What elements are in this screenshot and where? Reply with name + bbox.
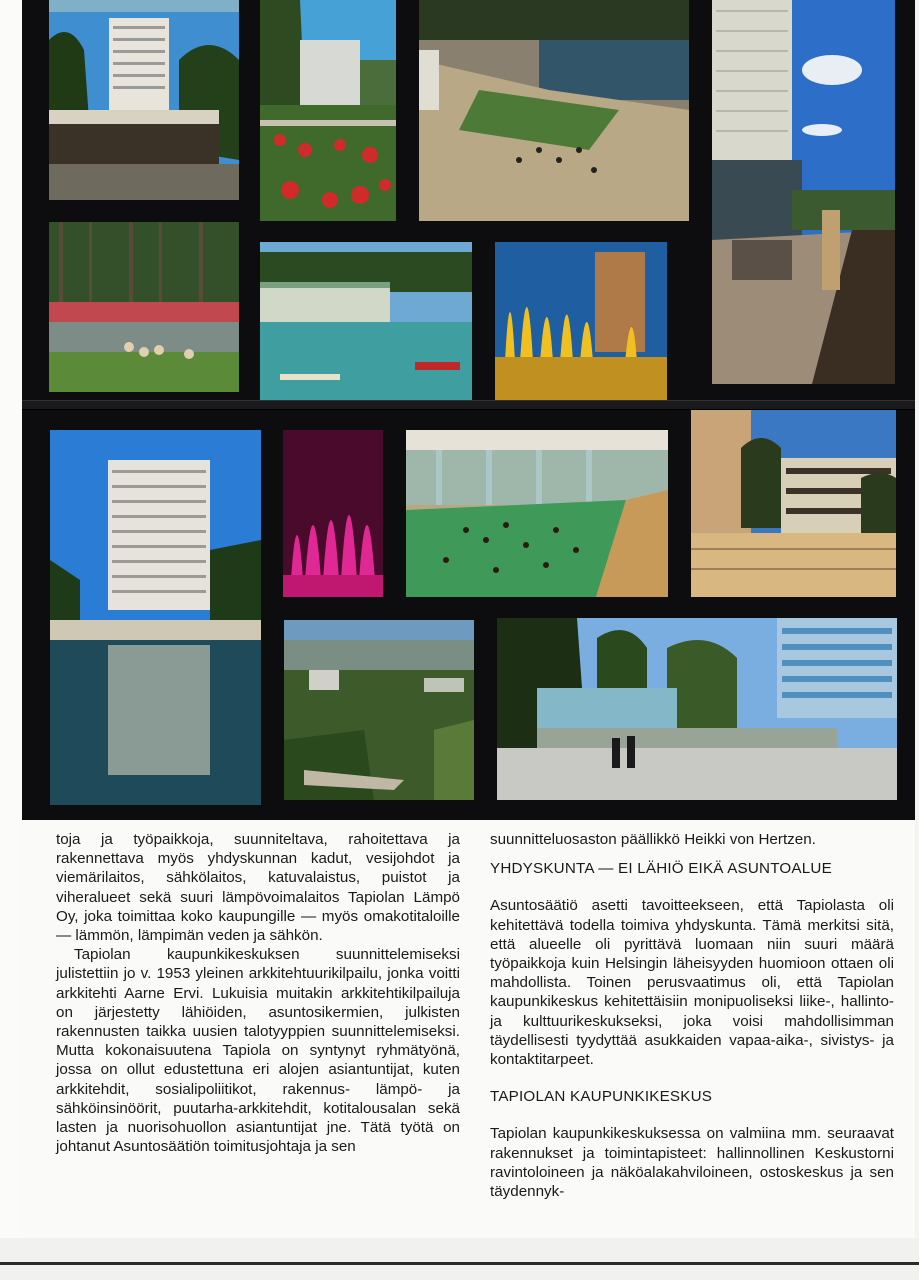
photo-icon	[712, 0, 895, 384]
photo-rose-garden	[260, 0, 396, 221]
paragraph: Tapiolan kaupunkikeskuksessa on valmiina mm. seuraavat rakennukset ja toimintapisteet: hallinnollinen Keskustorni ravintoloineen ja näköalakahviloineen, ostoskeskus ja sen täydennyk-	[490, 1125, 894, 1201]
section-heading: TAPIOLAN KAUPUNKIKESKUS	[490, 1088, 713, 1106]
photo-shopping-center	[691, 408, 896, 597]
photo-collage-panel	[22, 0, 915, 820]
scan-bottom-margin	[0, 1238, 919, 1280]
photo-indoor-pool	[406, 430, 668, 597]
photo-icon	[406, 430, 668, 597]
photo-icon	[50, 430, 261, 805]
spacer	[490, 849, 894, 859]
photo-icon	[497, 618, 897, 800]
photo-office-balcony	[712, 0, 895, 384]
photo-icon	[260, 242, 472, 402]
photo-pond-plaza	[419, 0, 689, 221]
paragraph: suunnitteluosaston päällikkö Heikki von Hertzen.	[490, 831, 816, 848]
text-column-right	[490, 830, 894, 1201]
paragraph: Tapiolan kaupunkikeskuksen suunnittelemiseksi julistettiin jo v. 1953 yleinen arkkitehtuurikilpailu, jonka voitti arkkitehti Aarne Ervi. Lukuisia muitakin arkkitehtikilpailuja on järjestetty lähiöiden, asuntosikermien, julkisten rakennusten taikka uusien talotyyppien suunnittelemiseksi. Mutta kokonaisuutena Tapiola on syntynyt ryhmätyönä, jossa on ollut edustettuna eri alojen asiantuntijat, kuten arkkitehdit, sosialipoliitikot, rakennus- lämpö- ja sähköinsinöörit, puutarha-arkkitehdit, kotitalousalan sekä lasten ja nuorisohuollon asiantuntijat jne. Tätä työtä on johtanut Asuntosäätiön toimitusjohtaja ja sen	[56, 946, 460, 1156]
fold-line	[22, 400, 915, 410]
text-panel	[22, 820, 915, 1239]
photo-icon	[49, 0, 239, 200]
photo-icon	[283, 430, 383, 597]
paragraph: Asuntosäätiö asetti tavoitteekseen, että Tapiolasta oli kehitettävä todella toimiva yhdyskunta. Tämä merkitsi sitä, että alueelle oli pyrittävä luomaan niin suuri määrä työpaikkoja kuin Helsingin läheisyyden huomioon ottaen oli mahdollista. Toinen perusvaatimus oli, että Tapiolan kaupunkikeskus kehitettäisiin monipuoliseksi liike-, hallinto- ja kulttuurikeskukseksi, joka voisi mahdollisimman täydellisesti tyydyttää asukkaiden vapaa-aika-, sivistys- ja kontaktitarpeet.	[490, 897, 894, 1069]
photo-pink-fountain	[283, 430, 383, 597]
photo-tower-hotel	[49, 0, 239, 200]
photo-aerial-suburb	[284, 620, 474, 800]
photo-central-tower-reflection	[50, 430, 261, 805]
scan-bottom-edge	[0, 1262, 919, 1265]
scan-margin	[0, 0, 22, 1280]
spacer	[490, 878, 894, 896]
section-heading: YHDYSKUNTA — EI LÄHIÖ EIKÄ ASUNTOALUE	[490, 860, 832, 878]
spacer	[490, 1069, 894, 1087]
text-column-left	[56, 830, 460, 1156]
photo-night-fountain	[495, 242, 667, 402]
photo-town-square	[497, 618, 897, 800]
photo-icon	[419, 0, 689, 221]
photo-swimming-hall-pool	[260, 242, 472, 402]
photo-icon	[49, 222, 239, 392]
paragraph: toja ja työpaikkoja, suunniteltava, rahoitettava ja rakennettava myös yhdyskunnan kadut, vesijohdot ja viemärilaitos, sähkölaitos, katuvalaistus, puistot ja viheralueet sekä suuri lämpövoimalaitos Tapiolan Lämpö Oy, joka toimittaa koko kaupungille — myös omakotitaloille — lämmön, lämpimän veden ja sähkön.	[56, 831, 460, 945]
photo-icon	[691, 408, 896, 597]
spacer	[490, 1106, 894, 1124]
photo-icon	[260, 0, 396, 221]
photo-icon	[495, 242, 667, 402]
photo-icon	[284, 620, 474, 800]
photo-park-fountain	[49, 222, 239, 392]
